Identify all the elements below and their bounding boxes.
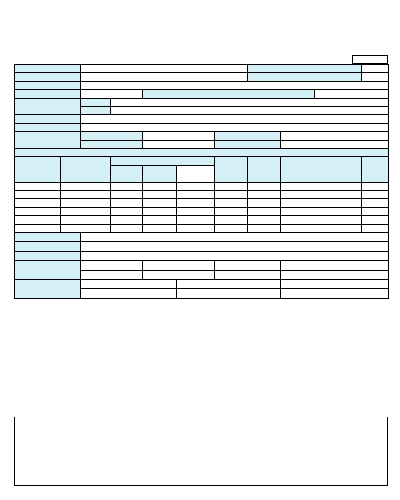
subtotal-cell — [177, 182, 215, 190]
pi-label — [15, 132, 81, 149]
security-value — [362, 65, 389, 73]
sum-total — [281, 224, 362, 232]
intl-org-count-label — [81, 279, 177, 288]
row-total-period — [15, 233, 389, 242]
task-label — [15, 90, 81, 98]
col-total — [281, 157, 362, 182]
col-year — [15, 157, 61, 182]
dept-label — [81, 140, 143, 148]
inkind-cell — [143, 182, 177, 190]
program-value — [81, 65, 248, 73]
row-coop — [15, 123, 389, 131]
intl-pi — [177, 289, 281, 298]
other-count-label — [215, 261, 281, 270]
staff-cell — [362, 191, 389, 199]
subtotal-cell — [177, 216, 215, 224]
program-label — [15, 65, 81, 73]
local-cell — [215, 207, 248, 215]
subtotal-cell — [177, 191, 215, 199]
task-title-label — [15, 98, 81, 115]
year-cell — [15, 207, 61, 215]
year-cell — [15, 216, 61, 224]
cash-cell — [111, 216, 143, 224]
english-label — [81, 106, 111, 114]
other-count — [215, 270, 281, 279]
position-label — [215, 132, 281, 140]
korean-label — [81, 98, 111, 106]
subtotal-cell — [177, 207, 215, 215]
year-cell — [15, 199, 61, 207]
col-cash — [111, 165, 143, 182]
other-cell — [248, 207, 281, 215]
col-inkind — [143, 165, 177, 182]
other-cell — [248, 199, 281, 207]
staff-cell — [362, 182, 389, 190]
inkind-cell — [143, 191, 177, 199]
companies-label — [15, 261, 81, 280]
total-cell — [281, 182, 362, 190]
staff-cell — [362, 207, 389, 215]
total-period-value — [81, 233, 389, 242]
gov-cell — [61, 216, 111, 224]
year-cell — [15, 191, 61, 199]
row-funding-head1 — [15, 157, 389, 165]
major-value — [281, 140, 389, 148]
org-value — [81, 115, 389, 123]
detail-value — [81, 81, 389, 89]
other-cell — [248, 191, 281, 199]
english-title — [111, 106, 389, 114]
cash-cell — [111, 199, 143, 207]
intl-org-count — [81, 289, 177, 298]
project-value — [81, 73, 248, 81]
sum-label — [15, 224, 61, 232]
intl-pi-label — [177, 279, 281, 288]
sum-other — [248, 224, 281, 232]
funding-row-1 — [15, 182, 389, 190]
other-cell — [248, 182, 281, 190]
multi-period-label — [15, 242, 81, 251]
current-period-label — [15, 251, 81, 260]
sum-staff — [362, 224, 389, 232]
total-cell — [281, 191, 362, 199]
col-company-group — [111, 157, 215, 165]
row-companies-head — [15, 261, 389, 270]
position-value — [281, 132, 389, 140]
local-cell — [215, 182, 248, 190]
coop-label — [15, 123, 81, 131]
funding-section-label — [15, 148, 389, 156]
subtotal-cell — [177, 199, 215, 207]
row-funding-title — [15, 148, 389, 156]
sum-cash — [111, 224, 143, 232]
sum-local — [215, 224, 248, 232]
dept-value — [143, 140, 215, 148]
public-value — [362, 73, 389, 81]
inkind-cell — [143, 216, 177, 224]
local-cell — [215, 199, 248, 207]
inkind-cell — [143, 199, 177, 207]
sum-gov — [61, 224, 111, 232]
total-count-label — [281, 261, 389, 270]
gov-cell — [61, 199, 111, 207]
local-cell — [215, 216, 248, 224]
sum-subtotal — [177, 224, 215, 232]
staff-cell — [362, 199, 389, 207]
row-title-ko — [15, 98, 389, 106]
row-multi-period — [15, 242, 389, 251]
korean-title — [111, 98, 389, 106]
name-label — [81, 132, 143, 140]
col-local — [215, 157, 248, 182]
declaration-box — [14, 417, 388, 486]
major-label — [215, 140, 281, 148]
col-subtotal — [177, 165, 215, 182]
funding-row-2 — [15, 191, 389, 199]
other-cell — [248, 216, 281, 224]
row-org — [15, 115, 389, 123]
total-cell — [281, 207, 362, 215]
form-number — [352, 55, 388, 64]
total-cell — [281, 216, 362, 224]
funding-row-4 — [15, 207, 389, 215]
security-label — [248, 65, 362, 73]
row-detail — [15, 81, 389, 89]
practical-label — [143, 90, 315, 98]
inkind-cell — [143, 207, 177, 215]
total-count — [281, 270, 389, 279]
intl-label — [15, 279, 81, 298]
public-label — [248, 73, 362, 81]
cash-cell — [111, 191, 143, 199]
gov-cell — [61, 191, 111, 199]
row-program — [15, 65, 389, 73]
cash-cell — [111, 182, 143, 190]
sme-count — [81, 270, 143, 279]
total-period-label — [15, 233, 81, 242]
large-count — [143, 270, 215, 279]
total-cell — [281, 199, 362, 207]
row-project — [15, 73, 389, 81]
project-label — [15, 73, 81, 81]
funding-sum-row — [15, 224, 389, 232]
col-staff — [362, 157, 389, 182]
gov-cell — [61, 182, 111, 190]
report-form-table — [14, 64, 389, 299]
row-pi-name — [15, 132, 389, 140]
coop-value — [81, 123, 389, 131]
col-gov — [61, 157, 111, 182]
sme-count-label — [81, 261, 143, 270]
multi-period-value — [81, 242, 389, 251]
funding-row-3 — [15, 199, 389, 207]
task-value — [81, 90, 143, 98]
cash-cell — [111, 207, 143, 215]
funding-row-5 — [15, 216, 389, 224]
intl-researcher-count — [281, 289, 389, 298]
row-intl-head — [15, 279, 389, 288]
current-period-value — [81, 251, 389, 260]
large-count-label — [143, 261, 215, 270]
detail-label — [15, 81, 81, 89]
practical-value — [315, 90, 389, 98]
sum-inkind — [143, 224, 177, 232]
local-cell — [215, 191, 248, 199]
staff-cell — [362, 216, 389, 224]
org-label — [15, 115, 81, 123]
gov-cell — [61, 207, 111, 215]
intl-researcher-count-label — [281, 279, 389, 288]
submission-date — [15, 450, 389, 457]
row-task — [15, 90, 389, 98]
row-current-period — [15, 251, 389, 260]
name-value — [143, 132, 215, 140]
year-cell — [15, 182, 61, 190]
col-other — [248, 157, 281, 182]
